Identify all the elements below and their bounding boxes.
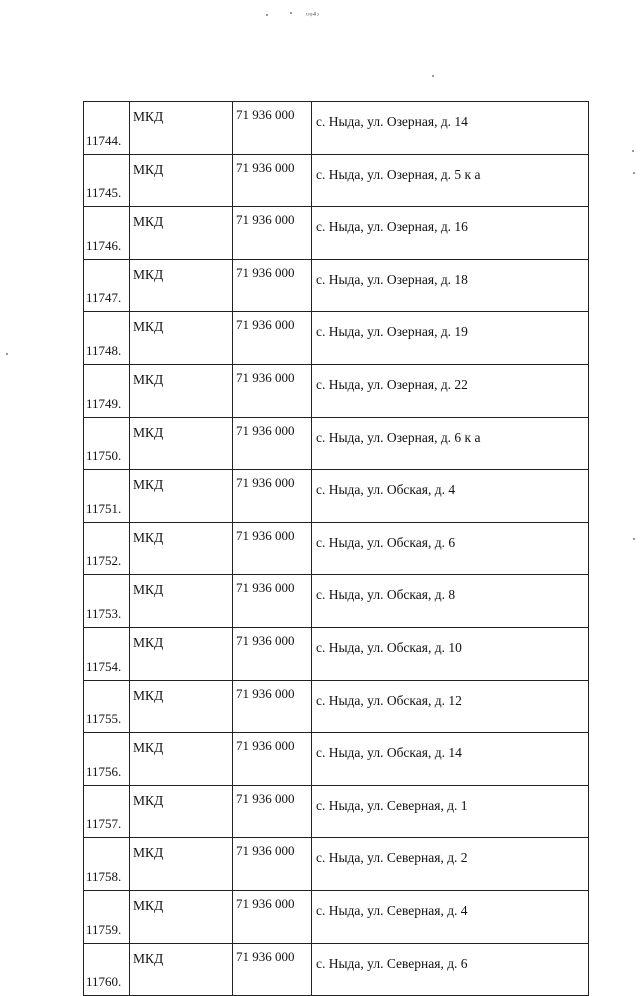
row-number-cell: 11752. bbox=[84, 522, 130, 575]
address-cell: с. Ныда, ул. Северная, д. 2 bbox=[312, 838, 589, 891]
address-cell: с. Ныда, ул. Северная, д. 4 bbox=[312, 890, 589, 943]
address-cell: с. Ныда, ул. Обская, д. 10 bbox=[312, 627, 589, 680]
table-row bbox=[84, 838, 589, 891]
table-row bbox=[84, 312, 589, 365]
table-row bbox=[84, 364, 589, 417]
oktmo-code-cell: 71 936 000 bbox=[233, 102, 312, 155]
registry-table bbox=[83, 101, 589, 996]
table-row bbox=[84, 575, 589, 628]
scan-speck bbox=[432, 75, 434, 77]
table-row bbox=[84, 259, 589, 312]
table-row bbox=[84, 627, 589, 680]
object-type-cell: МКД bbox=[130, 890, 233, 943]
object-type-cell: МКД bbox=[130, 102, 233, 155]
table-row bbox=[84, 522, 589, 575]
row-number-cell: 11751. bbox=[84, 470, 130, 523]
object-type-cell: МКД bbox=[130, 417, 233, 470]
row-number-cell: 11750. bbox=[84, 417, 130, 470]
object-type-cell: МКД bbox=[130, 680, 233, 733]
row-number-cell: 11756. bbox=[84, 733, 130, 786]
scan-speck bbox=[290, 12, 292, 14]
table-row bbox=[84, 680, 589, 733]
address-cell: с. Ныда, ул. Озерная, д. 5 к а bbox=[312, 154, 589, 207]
row-number-cell: 11748. bbox=[84, 312, 130, 365]
object-type-cell: МКД bbox=[130, 207, 233, 260]
scan-speck bbox=[632, 150, 634, 152]
oktmo-code-cell: 71 936 000 bbox=[233, 838, 312, 891]
table-row bbox=[84, 785, 589, 838]
oktmo-code-cell: 71 936 000 bbox=[233, 785, 312, 838]
oktmo-code-cell: 71 936 000 bbox=[233, 575, 312, 628]
oktmo-code-cell: 71 936 000 bbox=[233, 207, 312, 260]
oktmo-code-cell: 71 936 000 bbox=[233, 470, 312, 523]
row-number-cell: 11759. bbox=[84, 890, 130, 943]
object-type-cell: МКД bbox=[130, 575, 233, 628]
address-cell: с. Ныда, ул. Озерная, д. 19 bbox=[312, 312, 589, 365]
oktmo-code-cell: 71 936 000 bbox=[233, 943, 312, 996]
row-number-cell: 11744. bbox=[84, 102, 130, 155]
row-number-cell: 11753. bbox=[84, 575, 130, 628]
object-type-cell: МКД bbox=[130, 259, 233, 312]
row-number-cell: 11745. bbox=[84, 154, 130, 207]
object-type-cell: МКД bbox=[130, 943, 233, 996]
address-cell: с. Ныда, ул. Озерная, д. 16 bbox=[312, 207, 589, 260]
oktmo-code-cell: 71 936 000 bbox=[233, 733, 312, 786]
row-number-cell: 11758. bbox=[84, 838, 130, 891]
table-row bbox=[84, 470, 589, 523]
oktmo-code-cell: 71 936 000 bbox=[233, 890, 312, 943]
row-number-cell: 11754. bbox=[84, 627, 130, 680]
row-number-cell: 11747. bbox=[84, 259, 130, 312]
oktmo-code-cell: 71 936 000 bbox=[233, 364, 312, 417]
page-number-mark: ᵘᵠ⁴ᵓ bbox=[306, 10, 320, 20]
table-row bbox=[84, 733, 589, 786]
table-row bbox=[84, 890, 589, 943]
row-number-cell: 11755. bbox=[84, 680, 130, 733]
table-row bbox=[84, 207, 589, 260]
row-number-cell: 11746. bbox=[84, 207, 130, 260]
object-type-cell: МКД bbox=[130, 312, 233, 365]
scan-speck bbox=[266, 14, 268, 16]
address-cell: с. Ныда, ул. Обская, д. 4 bbox=[312, 470, 589, 523]
table-row bbox=[84, 417, 589, 470]
row-number-cell: 11760. bbox=[84, 943, 130, 996]
scan-speck bbox=[6, 353, 8, 355]
oktmo-code-cell: 71 936 000 bbox=[233, 627, 312, 680]
oktmo-code-cell: 71 936 000 bbox=[233, 680, 312, 733]
object-type-cell: МКД bbox=[130, 785, 233, 838]
address-cell: с. Ныда, ул. Озерная, д. 6 к а bbox=[312, 417, 589, 470]
scan-speck bbox=[633, 538, 635, 540]
row-number-cell: 11749. bbox=[84, 364, 130, 417]
object-type-cell: МКД bbox=[130, 522, 233, 575]
row-number-cell: 11757. bbox=[84, 785, 130, 838]
registry-body bbox=[84, 102, 589, 996]
address-cell: с. Ныда, ул. Северная, д. 6 bbox=[312, 943, 589, 996]
object-type-cell: МКД bbox=[130, 627, 233, 680]
object-type-cell: МКД bbox=[130, 838, 233, 891]
address-cell: с. Ныда, ул. Обская, д. 14 bbox=[312, 733, 589, 786]
table-row bbox=[84, 154, 589, 207]
scan-speck bbox=[633, 172, 635, 174]
address-cell: с. Ныда, ул. Озерная, д. 14 bbox=[312, 102, 589, 155]
oktmo-code-cell: 71 936 000 bbox=[233, 154, 312, 207]
address-cell: с. Ныда, ул. Обская, д. 6 bbox=[312, 522, 589, 575]
oktmo-code-cell: 71 936 000 bbox=[233, 417, 312, 470]
address-cell: с. Ныда, ул. Обская, д. 8 bbox=[312, 575, 589, 628]
table-row bbox=[84, 943, 589, 996]
oktmo-code-cell: 71 936 000 bbox=[233, 312, 312, 365]
object-type-cell: МКД bbox=[130, 364, 233, 417]
oktmo-code-cell: 71 936 000 bbox=[233, 522, 312, 575]
object-type-cell: МКД bbox=[130, 154, 233, 207]
object-type-cell: МКД bbox=[130, 733, 233, 786]
address-cell: с. Ныда, ул. Озерная, д. 18 bbox=[312, 259, 589, 312]
oktmo-code-cell: 71 936 000 bbox=[233, 259, 312, 312]
object-type-cell: МКД bbox=[130, 470, 233, 523]
table-row bbox=[84, 102, 589, 155]
address-cell: с. Ныда, ул. Северная, д. 1 bbox=[312, 785, 589, 838]
address-cell: с. Ныда, ул. Озерная, д. 22 bbox=[312, 364, 589, 417]
address-cell: с. Ныда, ул. Обская, д. 12 bbox=[312, 680, 589, 733]
